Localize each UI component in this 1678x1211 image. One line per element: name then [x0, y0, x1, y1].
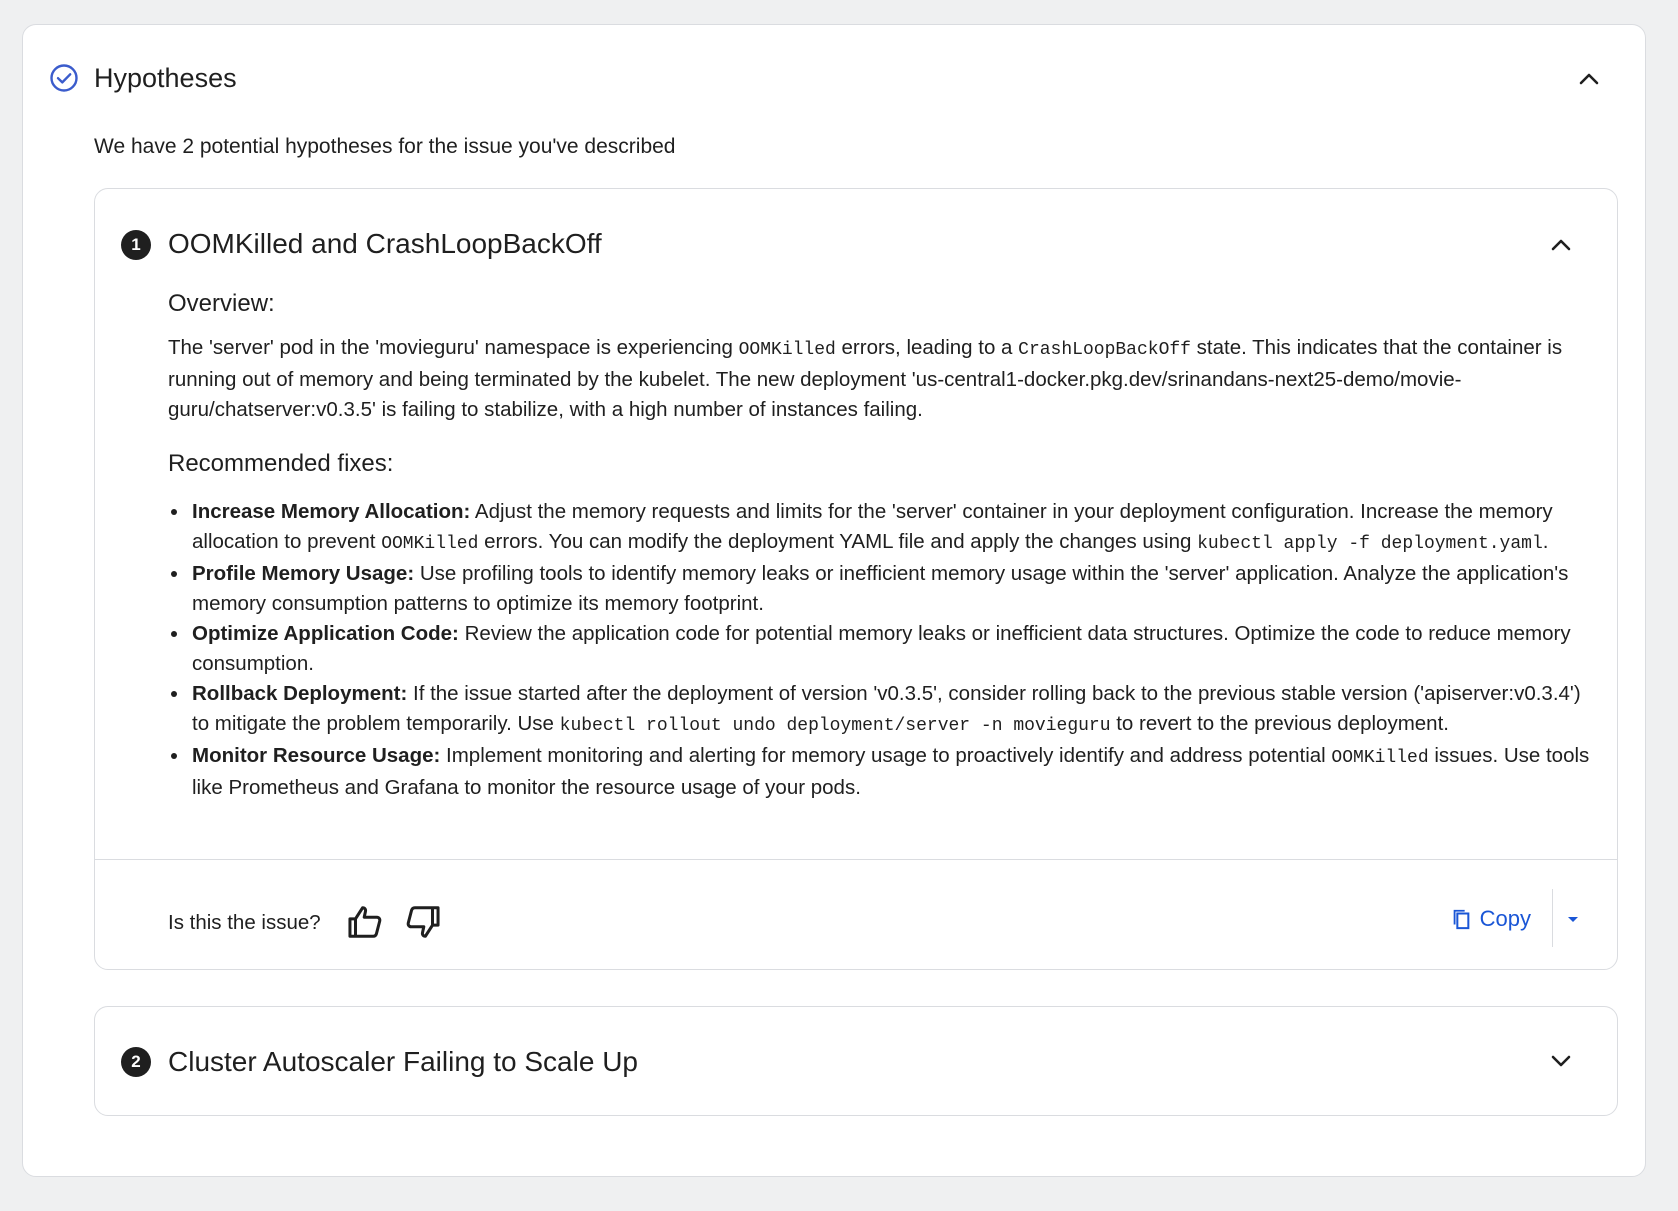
- fixes-heading: Recommended fixes:: [168, 450, 394, 477]
- thumbs-down-icon[interactable]: [404, 903, 442, 941]
- thumbs-up-icon[interactable]: [346, 903, 384, 941]
- copy-label: Copy: [1479, 906, 1531, 931]
- fix-item: • Profile Memory Usage: Use profiling tools to identify memory leaks or inefficient memory usage within the 'server' application. Analyze the application's memory consumption patterns to optimize its memory footprint.: [190, 559, 1598, 619]
- overview-heading: Overview:: [168, 290, 275, 317]
- copy-button[interactable]: [1450, 899, 1531, 939]
- inline-code: OOMKilled: [1331, 748, 1429, 768]
- inline-code: OOMKilled: [381, 534, 479, 554]
- inline-code: kubectl rollout undo deployment/server -n movieguru: [559, 716, 1111, 736]
- overview-text: The 'server' pod in the 'movieguru' namespace is experiencing OOMKilled errors, leading to a CrashLoopBackOff state. This indicates that the container is running out of memory and being terminated by the kubelet. The new deployment 'us-central1-docker.pkg.dev/srinandans-next25-demo/movie-guru/chatserver:v0.3.5' is failing to stabilize, with a high number of instances failing.: [168, 336, 1563, 421]
- hypotheses-panel: [22, 24, 1646, 1177]
- hypothesis-body: [168, 289, 1598, 803]
- fixes-list: [168, 497, 1598, 803]
- fix-item: • Increase Memory Allocation: Adjust the memory requests and limits for the 'server' container in your deployment configuration. Increase the memory allocation to prevent OOMKilled errors. You can modify the deployment YAML file and apply the changes using kubectl apply -f deployment.yaml.: [190, 497, 1598, 559]
- fix-item: • Rollback Deployment: If the issue started after the deployment of version 'v0.3.5', consider rolling back to the previous stable version ('apiserver:v0.3.4') to mitigate the problem temporarily. Use kubectl rollout undo deployment/server -n movieguru to revert to the previous deployment.: [190, 679, 1598, 741]
- panel-title: Hypotheses: [94, 63, 237, 93]
- copy-separator: [1552, 889, 1553, 947]
- hypothesis-number-badge: 2: [121, 1047, 151, 1077]
- fix-item: • Monitor Resource Usage: Implement monitoring and alerting for memory usage to proactively identify and address potential OOMKilled issues. Use tools like Prometheus and Grafana to monitor the resource usage of your pods.: [190, 741, 1598, 803]
- inline-code: kubectl apply -f deployment.yaml: [1197, 534, 1543, 554]
- fix-item: • Optimize Application Code: Review the application code for potential memory leaks or inefficient data structures. Optimize the code to reduce memory consumption.: [190, 619, 1598, 679]
- hypothesis-number-badge: 1: [121, 230, 151, 260]
- check-circle-icon: [49, 63, 79, 93]
- intro-text: We have 2 potential hypotheses for the issue you've described: [94, 135, 676, 158]
- chevron-down-icon[interactable]: [1545, 1045, 1577, 1077]
- hypothesis-card-2[interactable]: [94, 1006, 1618, 1116]
- hypothesis-card-1: [94, 188, 1618, 970]
- divider: [95, 859, 1617, 860]
- feedback-question: Is this the issue?: [168, 911, 321, 934]
- copy-icon: [1450, 908, 1472, 930]
- inline-code: CrashLoopBackOff: [1018, 340, 1191, 360]
- inline-code: OOMKilled: [738, 340, 836, 360]
- caret-down-icon[interactable]: [1559, 905, 1587, 933]
- panel-header[interactable]: [23, 25, 1645, 135]
- chevron-up-icon[interactable]: [1545, 229, 1577, 261]
- chevron-up-icon[interactable]: [1573, 63, 1605, 95]
- hypothesis-title[interactable]: OOMKilled and CrashLoopBackOff: [168, 228, 602, 259]
- hypothesis-title[interactable]: Cluster Autoscaler Failing to Scale Up: [168, 1046, 638, 1077]
